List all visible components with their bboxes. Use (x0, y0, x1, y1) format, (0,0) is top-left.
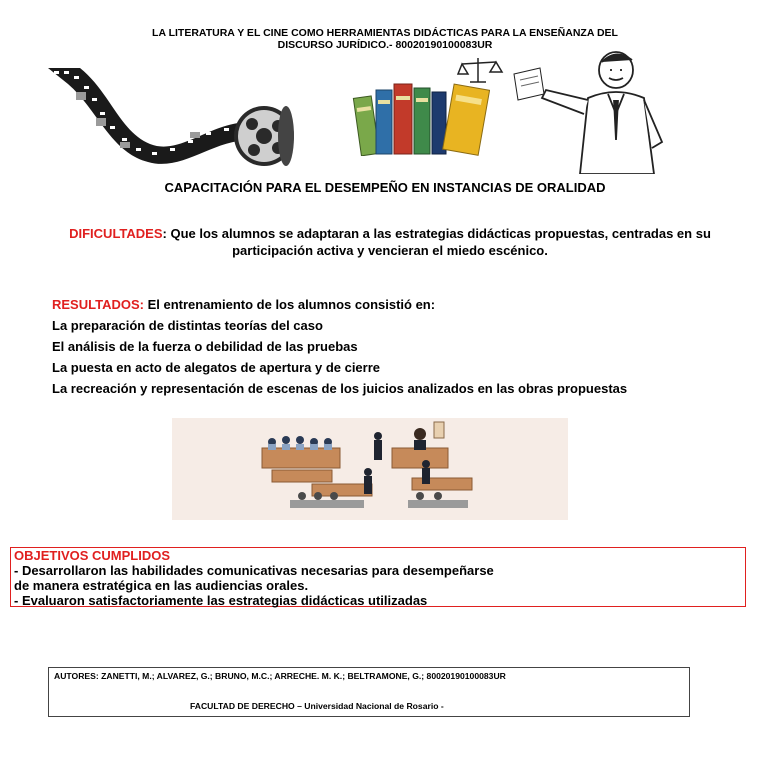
dificultades-paragraph (50, 225, 730, 259)
dificultades-text: : Que los alumnos se adaptaran a las estrategias didácticas propuestas, centradas en su participación activa y vencieran el miedo escénico. (162, 226, 711, 258)
dificultades-label: DIFICULTADES (69, 226, 163, 241)
film-reel (234, 106, 294, 166)
lawyer-with-scales-illustration (456, 50, 696, 174)
objetivos-line3: - Evaluaron satisfactoriamente las estrategias didácticas utilizadas (14, 593, 428, 608)
paper-icon (514, 68, 544, 100)
list-item: La preparación de distintas teorías del caso (52, 318, 323, 333)
objetivos-title: OBJETIVOS CUMPLIDOS (14, 548, 171, 563)
header-title-line1: LA LITERATURA Y EL CINE COMO HERRAMIENTAS DIDÁCTICAS PARA LA ENSEÑANZA DEL (152, 27, 618, 39)
resultados-intro: El entrenamiento de los alumnos consistió en: (143, 297, 436, 312)
section-title: CAPACITACIÓN PARA EL DESEMPEÑO EN INSTANCIAS DE ORALIDAD (164, 180, 606, 195)
list-item: El análisis de la fuerza o debilidad de las pruebas (52, 339, 358, 354)
film-reel-illustration (40, 62, 310, 167)
header-title-line2: DISCURSO JURÍDICO.- 80020190100083UR (277, 39, 493, 51)
film-strip (48, 68, 250, 164)
resultados-label: RESULTADOS: (52, 297, 144, 312)
list-item: La puesta en acto de alegatos de apertura y de cierre (52, 360, 381, 375)
footer-authors: AUTORES: ZANETTI, M.; ALVAREZ, G.; BRUNO, M.C.; ARRECHE. M. K.; BELTRAMONE, G.; 80020190100083UR (54, 671, 506, 681)
list-item: La recreación y representación de escenas de los juicios analizados en las obras propuestas (52, 381, 628, 396)
resultados-list (52, 318, 742, 402)
objetivos-line2: de manera estratégica en las audiencias orales. (14, 578, 309, 593)
courtroom-scene-illustration (172, 418, 568, 520)
objetivos-line1: - Desarrollaron las habilidades comunicativas necesarias para desempeñarse (14, 563, 494, 578)
lawyer-figure (542, 52, 662, 174)
scales-icon (458, 58, 502, 82)
page-header (60, 27, 710, 51)
footer-faculty: FACULTAD DE DERECHO – Universidad Nacional de Rosario - (190, 701, 444, 711)
resultados-heading (52, 296, 732, 313)
